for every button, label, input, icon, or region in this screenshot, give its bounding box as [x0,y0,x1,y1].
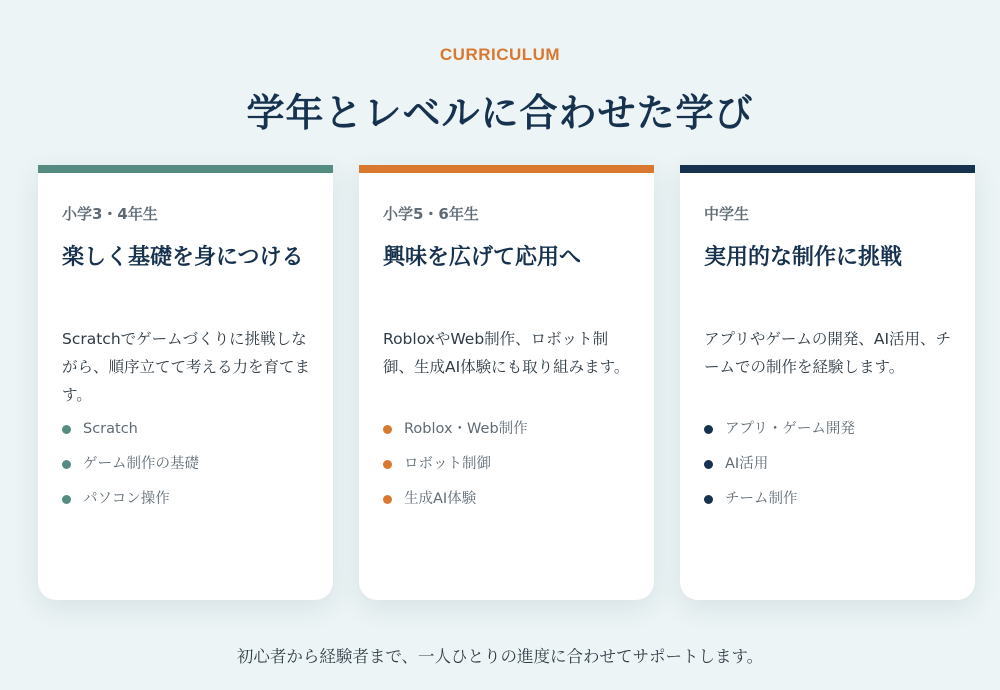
feature-item [704,453,855,488]
feature-item [383,488,528,523]
feature-item [62,488,199,523]
feature-label: アプリ・ゲーム開発 [725,421,855,437]
feature-label: ゲーム制作の基礎 [83,456,199,472]
feature-label: 生成AI体験 [404,491,477,507]
curriculum-cards [38,165,976,600]
feature-item [704,488,855,523]
feature-label: チーム制作 [725,491,798,507]
bullet-dot-icon [704,425,713,434]
card-feature-list [704,418,855,523]
curriculum-card-elementary-5-6 [359,165,654,600]
footer-note: 初心者から経験者まで、一人ひとりの進度に合わせてサポートします。 [236,647,764,666]
card-accent-bar [38,165,333,173]
bullet-dot-icon [704,460,713,469]
curriculum-eyebrow: CURRICULUM [439,45,561,64]
card-grade-label: 小学3・4年生 [62,205,158,223]
card-description: Scratchでゲームづくりに挑戦しながら、順序立てて考える力を育てます。 [62,330,311,404]
card-accent-bar [680,165,975,173]
card-grade-label: 小学5・6年生 [383,205,479,223]
feature-item [62,453,199,488]
feature-label: Scratch [83,421,138,437]
card-feature-list [62,418,199,523]
curriculum-card-elementary-3-4 [38,165,333,600]
bullet-dot-icon [62,495,71,504]
bullet-dot-icon [383,495,392,504]
card-heading: 楽しく基礎を身につける [62,245,304,270]
bullet-dot-icon [383,460,392,469]
card-description: アプリやゲームの開発、AI活用、チームでの制作を経験します。 [704,330,952,376]
card-feature-list [383,418,528,523]
curriculum-card-junior-high [680,165,975,600]
feature-item [383,453,528,488]
card-heading: 実用的な制作に挑戦 [704,245,903,270]
card-grade-label: 中学生 [704,205,750,223]
bullet-dot-icon [704,495,713,504]
card-accent-bar [359,165,654,173]
bullet-dot-icon [62,425,71,434]
feature-label: ロボット制御 [404,456,491,472]
card-heading: 興味を広げて応用へ [383,245,582,270]
feature-item [383,418,528,453]
bullet-dot-icon [62,460,71,469]
feature-label: Roblox・Web制作 [404,421,528,437]
feature-item [62,418,199,453]
bullet-dot-icon [383,425,392,434]
section-title: 学年とレベルに合わせた学び [246,91,754,135]
feature-label: パソコン操作 [83,491,170,507]
feature-item [704,418,855,453]
feature-label: AI活用 [725,456,769,472]
card-description: RobloxやWeb制作、ロボット制御、生成AI体験にも取り組みます。 [383,330,630,376]
